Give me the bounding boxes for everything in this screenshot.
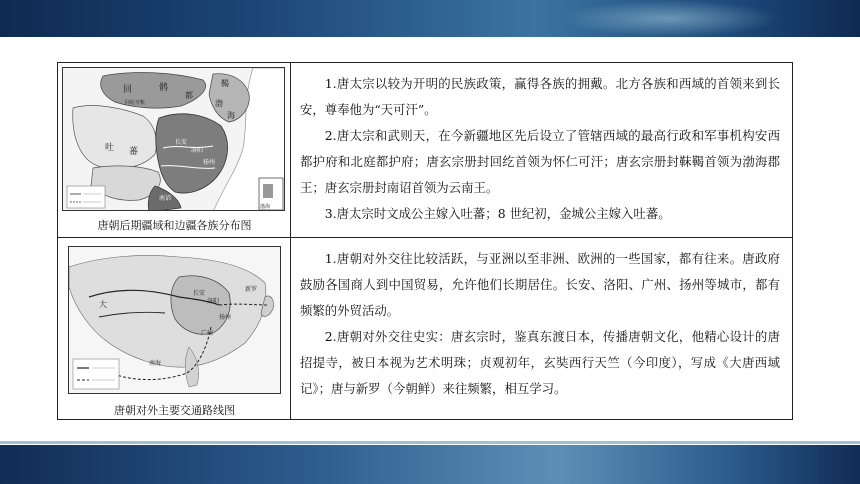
text-cell [292,238,792,420]
map-caption: 唐朝对外主要交通路线图 [114,404,235,417]
svg-text:回: 回 [123,85,133,95]
content-table [57,62,793,420]
paragraph: 2.唐朝对外交往史实：唐玄宗时，鉴真东渡日本，传播唐朝文化，他精心设计的唐招提寺，被日本视为艺术明珠；贞观初年，玄奘西行天竺（今印度），写成《大唐西域记》；唐与新罗（今朝鲜）来往频繁，相互学习。 [300,329,780,396]
text-cell [292,63,792,237]
paragraph: 1.唐太宗以较为开明的民族政策，赢得各族的拥戴。北方各族和西域的首领来到长安，尊奉他为“天可汗”。 [300,76,780,117]
tang-trade-routes-map-image [69,247,281,394]
paragraph: 2.唐太宗和武则天，在今新疆地区先后设立了管辖西域的最高行政和军事机构安西都护府和北庭都护府；唐玄宗册封回纥首领为怀仁可汗；唐玄宗册封靺鞨首领为渤海郡王；唐玄宗册封南诏首领为云南王。 [300,128,780,195]
tang-territory-map [62,67,285,211]
map-cell [58,238,291,420]
header-band [0,0,860,37]
svg-text:洛阳: 洛阳 [191,147,204,154]
table-row [58,63,792,238]
svg-text:海: 海 [227,111,235,120]
table-row [58,238,792,420]
svg-text:洛阳: 洛阳 [207,298,220,305]
svg-text:鞨: 鞨 [221,79,229,88]
svg-text:新罗: 新罗 [245,286,258,293]
tang-territory-map-image [63,68,285,211]
svg-text:鹘: 鹘 [159,83,169,93]
svg-text:长安: 长安 [175,139,188,146]
paragraph: 1.唐朝对外交往比较活跃，与亚洲以至非洲、欧洲的一些国家，都有往来。唐政府鼓励各国商人到中国贸易，允许他们长期居住。长安、洛阳、广州、扬州等城市，都有频繁的外贸活动。 [300,251,780,318]
svg-text:南海: 南海 [149,360,162,367]
footer-band [0,445,860,484]
svg-text:扬州: 扬州 [203,159,216,166]
svg-text:扬州: 扬州 [219,314,232,321]
svg-text:大: 大 [99,300,107,309]
svg-text:蕃: 蕃 [129,147,139,157]
map-cell [58,63,291,237]
svg-text:长安: 长安 [193,290,206,297]
svg-text:吐: 吐 [105,143,115,153]
map-caption: 唐朝后期疆域和边疆各族分布图 [97,219,252,232]
tang-trade-routes-map [68,246,281,394]
svg-text:都: 都 [185,91,193,100]
svg-text:回纥牙帐: 回纥牙帐 [125,100,146,106]
footer-divider [0,441,860,444]
svg-text:广州: 广州 [201,330,214,337]
paragraph: 3.唐太宗时文成公主嫁入吐蕃；8 世纪初，金城公主嫁入吐蕃。 [324,206,671,221]
svg-text:渤: 渤 [215,99,223,108]
svg-text:南诏: 南诏 [159,195,172,202]
svg-text:渤海: 渤海 [260,204,271,210]
